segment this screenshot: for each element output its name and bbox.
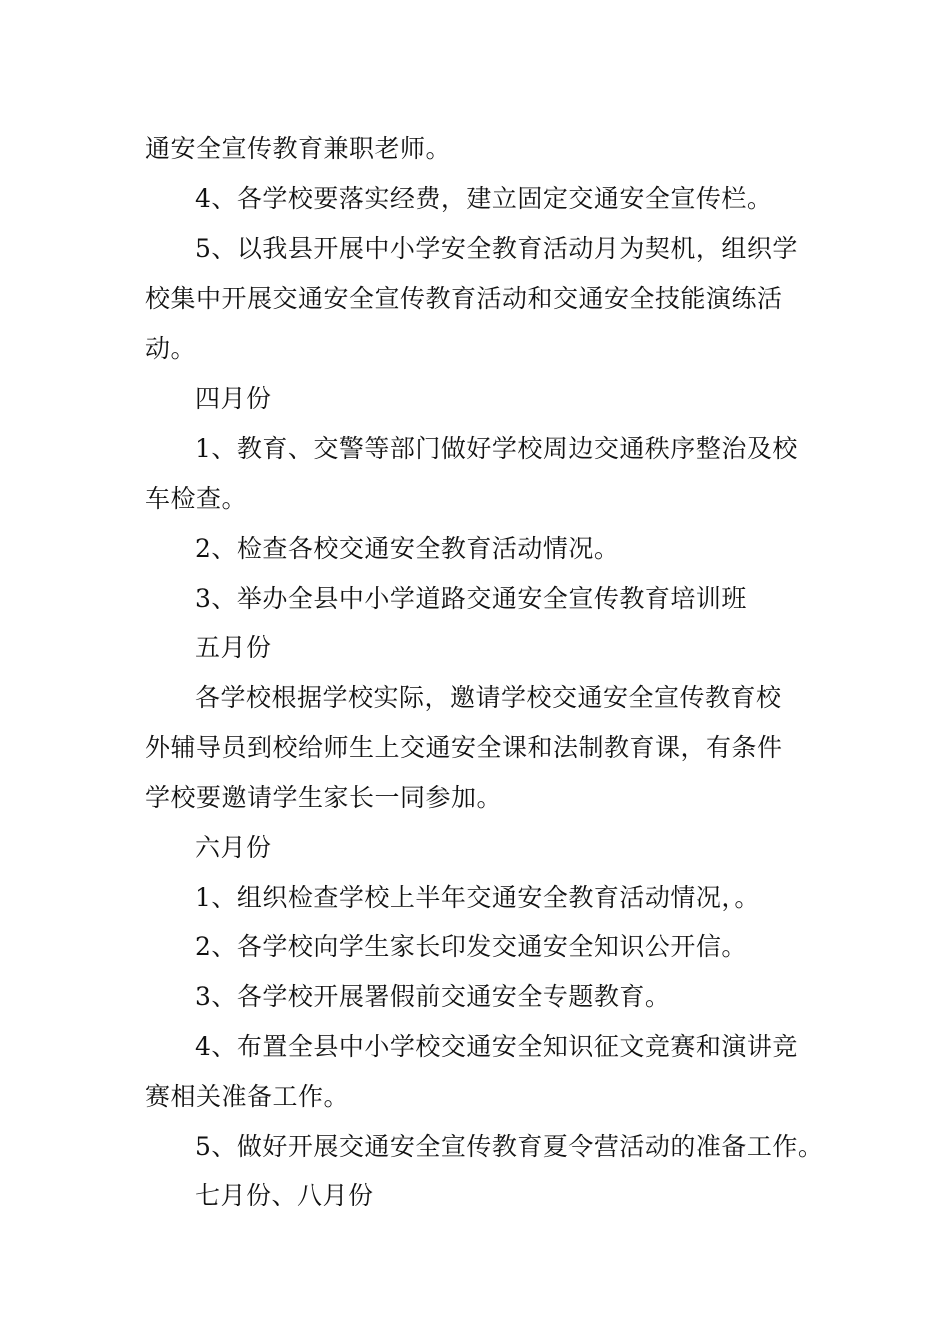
text-line: 2、各学校向学生家长印发交通安全知识公开信。 — [195, 932, 747, 961]
text-line: 4、布置全县中小学校交通安全知识征文竞赛和演讲竞 — [195, 1032, 798, 1061]
text-line: 2、检查各校交通安全教育活动情况。 — [195, 534, 620, 563]
text-line: 学校要邀请学生家长一同参加。 — [145, 783, 503, 812]
section-heading: 七月份、八月份 — [195, 1181, 374, 1210]
text-line: 校集中开展交通安全宣传教育活动和交通安全技能演练活 — [145, 284, 783, 313]
text-line: 通安全宣传教育兼职老师。 — [145, 134, 452, 163]
text-line: 车检查。 — [145, 484, 248, 513]
text-line: 外辅导员到校给师生上交通安全课和法制教育课，有条件 — [145, 733, 783, 762]
text-line: 1、组织检查学校上半年交通安全教育活动情况，。 — [195, 883, 760, 912]
text-line: 赛相关准备工作。 — [145, 1082, 350, 1111]
text-line: 3、举办全县中小学道路交通安全宣传教育培训班 — [195, 584, 747, 613]
text-line: 5、以我县开展中小学安全教育活动月为契机，组织学 — [195, 234, 798, 263]
text-line: 3、各学校开展署假前交通安全专题教育。 — [195, 982, 671, 1011]
section-heading: 五月份 — [195, 633, 272, 662]
text-line: 4、各学校要落实经费，建立固定交通安全宣传栏。 — [195, 184, 773, 213]
text-line: 各学校根据学校实际，邀请学校交通安全宣传教育校 — [195, 683, 782, 712]
text-line: 1、教育、交警等部门做好学校周边交通秩序整治及校 — [195, 434, 798, 463]
section-heading: 六月份 — [195, 833, 272, 862]
section-heading: 四月份 — [195, 384, 272, 413]
text-line: 动。 — [145, 334, 197, 363]
text-line: 5、做好开展交通安全宣传教育夏令营活动的准备工作。 — [195, 1132, 824, 1161]
